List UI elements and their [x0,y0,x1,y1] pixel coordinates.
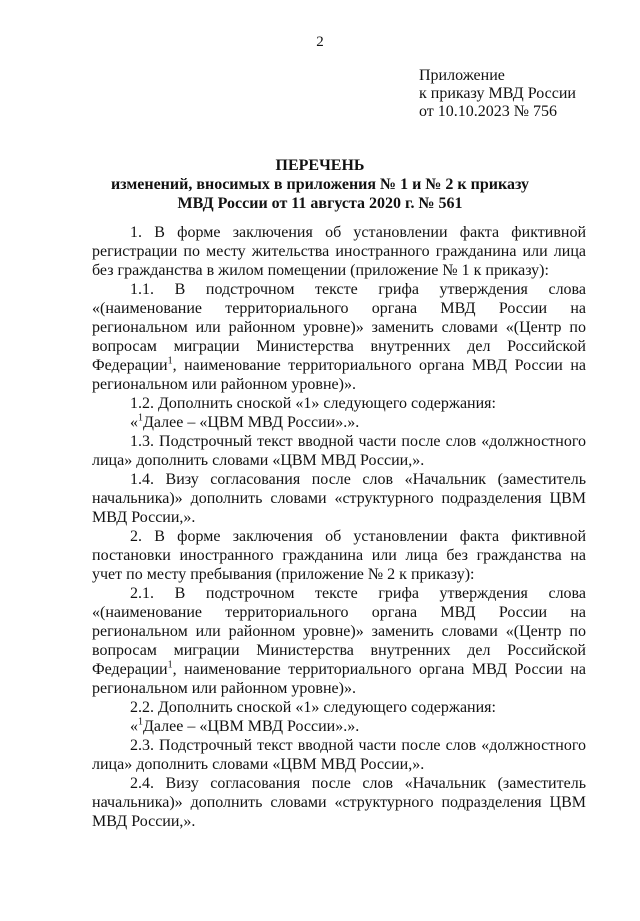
footnote-text: Далее – «ЦВМ МВД России».». [143,718,360,735]
paragraph-2-1-text-a: 2.1. В подстрочном тексте грифа утверждения слова «(наименование территориального органа МВД России на региональном или районном уровне)» заменить словами «(Центр по вопросам миграции Министерства внутренних дел Российской Федерации [92,585,586,678]
document-title [0,156,640,213]
paragraph-1-4: 1.4. Визу согласования после слов «Начальник (заместитель начальника)» дополнить словами «структурного подразделения ЦВМ МВД России,». [92,471,586,526]
title-line-1: ПЕРЕЧЕНЬ [275,157,365,174]
paragraph-1-2: 1.2. Дополнить сноской «1» следующего содержания: [130,395,496,412]
appendix-line-2: к приказу МВД России [419,85,576,102]
paragraph-1-3: 1.3. Подстрочный текст вводной части после слов «должностного лица» дополнить словами «ЦВМ МВД России,». [92,433,586,469]
footnote-text: Далее – «ЦВМ МВД России».». [143,414,360,431]
paragraph-2-2-footnote [92,717,586,736]
appendix-line-1: Приложение [419,67,505,84]
paragraph-1-1 [92,280,586,394]
title-line-2: изменений, вносимых в приложения № 1 и № 2 к приказу [110,176,530,193]
appendix-line-3: от 10.10.2023 № 756 [419,103,558,120]
paragraph-2-2: 2.2. Дополнить сноской «1» следующего содержания: [130,699,496,716]
paragraph-2: 2. В форме заключения об установлении факта фиктивной постановки иностранного гражданина или лица без гражданства на учет по месту пребывания (приложение № 2 к приказу): [92,528,586,583]
quote-open: « [130,414,138,431]
paragraph-2-3: 2.3. Подстрочный текст вводной части после слов «должностного лица» дополнить словами «ЦВМ МВД России,». [92,737,586,773]
footnote-mark: 1 [138,716,143,728]
footnote-mark: 1 [138,412,143,424]
document-body [92,223,586,831]
paragraph-1-2-footnote [92,413,586,432]
footnote-mark: 1 [167,355,173,367]
paragraph-2-4: 2.4. Визу согласования после слов «Начальник (заместитель начальника)» дополнить словами «структурного подразделения ЦВМ МВД России,». [92,775,586,830]
paragraph-1-1-text-a: 1.1. В подстрочном тексте грифа утверждения слова «(наименование территориального органа МВД России на региональном или районном уровне)» заменить словами «(Центр по вопросам миграции Министерства внутренних дел Российской Федерации [92,281,586,374]
paragraph-2-1-text-b: , наименование территориального органа МВД России на региональном или районном уровне)». [92,661,586,697]
quote-open: « [130,718,138,735]
title-line-3: МВД России от 11 августа 2020 г. № 561 [177,195,463,212]
appendix-header [419,67,576,121]
paragraph-1-1-text-b: , наименование территориального органа МВД России на региональном или районном уровне)». [92,357,586,393]
paragraph-1: 1. В форме заключения об установлении факта фиктивной регистрации по месту жительства иностранного гражданина или лица без гражданства в жилом помещении (приложение № 1 к приказу): [92,224,586,279]
footnote-mark: 1 [167,659,173,671]
paragraph-2-1 [92,584,586,698]
page-number: 2 [316,34,324,50]
